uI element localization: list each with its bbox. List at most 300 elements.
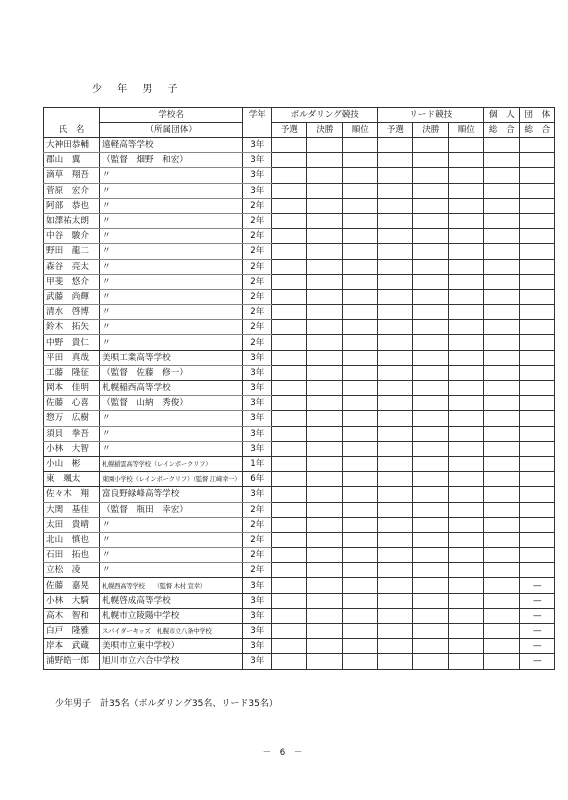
l-final-cell: [413, 335, 449, 350]
b-qual-cell: [272, 168, 307, 183]
l-final-cell: [413, 244, 449, 259]
b-qual-cell: [272, 411, 307, 426]
b-qual-cell: [272, 517, 307, 532]
grade: 2年: [243, 274, 272, 289]
results-table: [43, 107, 555, 670]
athlete-name: 中野 貴仁: [44, 335, 100, 350]
l-rank-cell: [449, 381, 484, 396]
l-qual-cell: [378, 138, 413, 153]
grade: 3年: [243, 624, 272, 639]
school-name: 旭川市立六合中学校: [100, 654, 243, 669]
table-row: [44, 593, 555, 608]
school-name: 〃: [100, 411, 243, 426]
team-total-cell: [520, 441, 555, 456]
b-final-cell: [307, 365, 343, 380]
b-rank-cell: [343, 335, 378, 350]
b-final-cell: [307, 426, 343, 441]
header-b-final: 決勝: [307, 123, 343, 138]
grade: 3年: [243, 396, 272, 411]
b-rank-cell: [343, 411, 378, 426]
school-name: （監督 瓶田 幸宏）: [100, 502, 243, 517]
l-rank-cell: [449, 289, 484, 304]
l-rank-cell: [449, 456, 484, 471]
l-rank-cell: [449, 472, 484, 487]
team-total-cell: [520, 563, 555, 578]
individual-total-cell: [484, 244, 520, 259]
school-name: スパイダーキッズ 札幌市立八条中学校: [100, 624, 243, 639]
school-name: 〃: [100, 563, 243, 578]
l-final-cell: [413, 274, 449, 289]
athlete-name: 立松 凌: [44, 563, 100, 578]
b-qual-cell: [272, 563, 307, 578]
table-row: [44, 396, 555, 411]
team-total-cell: [520, 305, 555, 320]
athlete-name: 滴草 翔吾: [44, 168, 100, 183]
b-rank-cell: [343, 563, 378, 578]
b-qual-cell: [272, 548, 307, 563]
l-final-cell: [413, 578, 449, 593]
l-rank-cell: [449, 532, 484, 547]
athlete-name: 浦野皓一郎: [44, 654, 100, 669]
b-rank-cell: [343, 168, 378, 183]
team-total-cell: [520, 183, 555, 198]
athlete-name: 武藤 尚輝: [44, 289, 100, 304]
b-rank-cell: [343, 198, 378, 213]
individual-total-cell: [484, 183, 520, 198]
team-total-cell: [520, 381, 555, 396]
b-rank-cell: [343, 608, 378, 623]
l-rank-cell: [449, 274, 484, 289]
athlete-name: 甲斐 悠介: [44, 274, 100, 289]
b-qual-cell: [272, 320, 307, 335]
l-final-cell: [413, 305, 449, 320]
grade: 1年: [243, 456, 272, 471]
b-rank-cell: [343, 456, 378, 471]
l-qual-cell: [378, 305, 413, 320]
b-final-cell: [307, 578, 343, 593]
school-name: （監督 佐藤 修一）: [100, 365, 243, 380]
l-final-cell: [413, 213, 449, 228]
athlete-name: 佐々木 翔: [44, 487, 100, 502]
athlete-name: 大関 基佳: [44, 502, 100, 517]
l-final-cell: [413, 396, 449, 411]
individual-total-cell: [484, 274, 520, 289]
individual-total-cell: [484, 517, 520, 532]
b-rank-cell: [343, 259, 378, 274]
individual-total-cell: [484, 487, 520, 502]
b-qual-cell: [272, 229, 307, 244]
individual-total-cell: [484, 472, 520, 487]
team-total-cell: [520, 274, 555, 289]
header-l-final: 決勝: [413, 123, 449, 138]
individual-total-cell: [484, 305, 520, 320]
athlete-name: 小山 彬: [44, 456, 100, 471]
school-name: 〃: [100, 274, 243, 289]
b-qual-cell: [272, 138, 307, 153]
athlete-name: 石田 拓也: [44, 548, 100, 563]
table-row: [44, 441, 555, 456]
table-row: [44, 335, 555, 350]
individual-total-cell: [484, 229, 520, 244]
team-total-cell: [520, 335, 555, 350]
b-rank-cell: [343, 320, 378, 335]
table-row: [44, 502, 555, 517]
athlete-name: 高木 智和: [44, 608, 100, 623]
b-qual-cell: [272, 593, 307, 608]
team-total-cell: [520, 198, 555, 213]
l-rank-cell: [449, 593, 484, 608]
grade: 3年: [243, 381, 272, 396]
individual-total-cell: [484, 608, 520, 623]
l-final-cell: [413, 608, 449, 623]
l-final-cell: [413, 426, 449, 441]
l-qual-cell: [378, 532, 413, 547]
table-row: [44, 259, 555, 274]
l-rank-cell: [449, 335, 484, 350]
individual-total-cell: [484, 259, 520, 274]
l-final-cell: [413, 183, 449, 198]
individual-total-cell: [484, 532, 520, 547]
individual-total-cell: [484, 456, 520, 471]
b-rank-cell: [343, 365, 378, 380]
l-qual-cell: [378, 563, 413, 578]
athlete-name: 佐藤 嘉晃: [44, 578, 100, 593]
b-final-cell: [307, 456, 343, 471]
l-rank-cell: [449, 608, 484, 623]
table-row: [44, 654, 555, 669]
l-qual-cell: [378, 320, 413, 335]
athlete-name: 平田 真哉: [44, 350, 100, 365]
grade: 2年: [243, 335, 272, 350]
b-qual-cell: [272, 274, 307, 289]
individual-total-cell: [484, 548, 520, 563]
l-rank-cell: [449, 426, 484, 441]
athlete-name: 阿部 恭也: [44, 198, 100, 213]
l-final-cell: [413, 532, 449, 547]
individual-total-cell: [484, 502, 520, 517]
table-row: [44, 350, 555, 365]
school-name: 富良野緑峰高等学校: [100, 487, 243, 502]
b-final-cell: [307, 259, 343, 274]
team-total-cell: —: [520, 639, 555, 654]
team-total-cell: [520, 548, 555, 563]
b-qual-cell: [272, 456, 307, 471]
b-rank-cell: [343, 213, 378, 228]
grade: 3年: [243, 578, 272, 593]
b-qual-cell: [272, 578, 307, 593]
l-final-cell: [413, 624, 449, 639]
l-final-cell: [413, 639, 449, 654]
b-qual-cell: [272, 259, 307, 274]
l-qual-cell: [378, 654, 413, 669]
l-rank-cell: [449, 213, 484, 228]
b-final-cell: [307, 153, 343, 168]
team-total-cell: —: [520, 624, 555, 639]
grade: 2年: [243, 517, 272, 532]
team-total-cell: [520, 168, 555, 183]
l-qual-cell: [378, 487, 413, 502]
table-row: [44, 198, 555, 213]
b-qual-cell: [272, 350, 307, 365]
table-row: [44, 411, 555, 426]
l-rank-cell: [449, 517, 484, 532]
team-total-cell: [520, 365, 555, 380]
school-name: 札幌啓成高等学校: [100, 593, 243, 608]
team-total-cell: [520, 411, 555, 426]
grade: 3年: [243, 365, 272, 380]
header-bouldering: ボルダリング競技: [272, 108, 378, 123]
b-qual-cell: [272, 532, 307, 547]
b-final-cell: [307, 502, 343, 517]
school-name: 札幌市立陵陽中学校: [100, 608, 243, 623]
l-final-cell: [413, 548, 449, 563]
grade: 2年: [243, 244, 272, 259]
grade: 2年: [243, 229, 272, 244]
b-qual-cell: [272, 381, 307, 396]
l-rank-cell: [449, 578, 484, 593]
l-rank-cell: [449, 624, 484, 639]
table-row: [44, 320, 555, 335]
table-row: [44, 289, 555, 304]
school-name: 〃: [100, 183, 243, 198]
table-row: [44, 426, 555, 441]
grade: 3年: [243, 426, 272, 441]
b-rank-cell: [343, 578, 378, 593]
team-total-cell: [520, 487, 555, 502]
team-total-cell: —: [520, 608, 555, 623]
b-final-cell: [307, 548, 343, 563]
l-qual-cell: [378, 517, 413, 532]
school-name: 〃: [100, 259, 243, 274]
b-rank-cell: [343, 548, 378, 563]
table-row: [44, 138, 555, 153]
l-final-cell: [413, 517, 449, 532]
header-school-sub: （所属団体）: [100, 123, 243, 138]
team-total-cell: [520, 396, 555, 411]
l-qual-cell: [378, 396, 413, 411]
l-qual-cell: [378, 502, 413, 517]
l-qual-cell: [378, 411, 413, 426]
b-qual-cell: [272, 624, 307, 639]
l-rank-cell: [449, 350, 484, 365]
l-final-cell: [413, 350, 449, 365]
athlete-name: 太田 貴晴: [44, 517, 100, 532]
header-name: 氏 名: [44, 108, 100, 138]
school-name: 〃: [100, 320, 243, 335]
l-qual-cell: [378, 472, 413, 487]
grade: 3年: [243, 168, 272, 183]
page-number: － 6 －: [262, 748, 306, 758]
school-name: 〃: [100, 289, 243, 304]
individual-total-cell: [484, 335, 520, 350]
individual-total-cell: [484, 381, 520, 396]
header-school: 学校名: [100, 108, 243, 123]
b-rank-cell: [343, 381, 378, 396]
grade: 2年: [243, 305, 272, 320]
b-rank-cell: [343, 426, 378, 441]
individual-total-cell: [484, 138, 520, 153]
individual-total-cell: [484, 396, 520, 411]
grade: 2年: [243, 502, 272, 517]
school-name: 札幌稲雲高等学校（レインボークリフ）: [100, 456, 243, 471]
l-final-cell: [413, 381, 449, 396]
b-qual-cell: [272, 502, 307, 517]
team-total-cell: [520, 229, 555, 244]
athlete-name: 小林 大騎: [44, 593, 100, 608]
l-rank-cell: [449, 320, 484, 335]
table-row: [44, 548, 555, 563]
table-row: [44, 229, 555, 244]
athlete-name: 工藤 隆征: [44, 365, 100, 380]
b-rank-cell: [343, 138, 378, 153]
athlete-name: 中谷 駿介: [44, 229, 100, 244]
school-name: 〃: [100, 244, 243, 259]
school-name: 東園小学校（レインボークリフ）（監督 江﨑幸一）: [100, 472, 243, 487]
team-total-cell: [520, 350, 555, 365]
team-total-cell: [520, 244, 555, 259]
b-qual-cell: [272, 153, 307, 168]
b-final-cell: [307, 138, 343, 153]
individual-total-cell: [484, 563, 520, 578]
b-rank-cell: [343, 153, 378, 168]
header-b-rank: 順位: [343, 123, 378, 138]
l-qual-cell: [378, 365, 413, 380]
b-final-cell: [307, 472, 343, 487]
l-rank-cell: [449, 654, 484, 669]
l-rank-cell: [449, 138, 484, 153]
school-name: 〃: [100, 335, 243, 350]
table-row: [44, 153, 555, 168]
results-body: [44, 138, 555, 670]
athlete-name: 白戸 隆雅: [44, 624, 100, 639]
l-qual-cell: [378, 229, 413, 244]
athlete-name: 郡山 翼: [44, 153, 100, 168]
l-qual-cell: [378, 259, 413, 274]
header-team-total: 総 合: [520, 123, 555, 138]
grade: 3年: [243, 487, 272, 502]
team-total-cell: [520, 456, 555, 471]
individual-total-cell: [484, 593, 520, 608]
grade: 3年: [243, 441, 272, 456]
school-name: 〃: [100, 305, 243, 320]
b-final-cell: [307, 593, 343, 608]
l-final-cell: [413, 502, 449, 517]
b-final-cell: [307, 183, 343, 198]
header-lead: リード競技: [378, 108, 484, 123]
table-row: [44, 365, 555, 380]
individual-total-cell: [484, 289, 520, 304]
header-l-rank: 順位: [449, 123, 484, 138]
school-name: （監督 畑野 和宏）: [100, 153, 243, 168]
b-final-cell: [307, 168, 343, 183]
b-final-cell: [307, 517, 343, 532]
b-final-cell: [307, 654, 343, 669]
individual-total-cell: [484, 411, 520, 426]
l-rank-cell: [449, 502, 484, 517]
l-qual-cell: [378, 578, 413, 593]
school-name: 〃: [100, 229, 243, 244]
b-final-cell: [307, 563, 343, 578]
b-final-cell: [307, 274, 343, 289]
team-total-cell: [520, 213, 555, 228]
team-total-cell: [520, 532, 555, 547]
l-final-cell: [413, 259, 449, 274]
l-final-cell: [413, 487, 449, 502]
l-rank-cell: [449, 259, 484, 274]
l-qual-cell: [378, 168, 413, 183]
school-name: 〃: [100, 441, 243, 456]
b-rank-cell: [343, 229, 378, 244]
school-name: 〃: [100, 213, 243, 228]
team-total-cell: [520, 426, 555, 441]
table-row: [44, 472, 555, 487]
b-qual-cell: [272, 441, 307, 456]
l-rank-cell: [449, 198, 484, 213]
b-final-cell: [307, 305, 343, 320]
b-qual-cell: [272, 244, 307, 259]
b-final-cell: [307, 198, 343, 213]
b-rank-cell: [343, 502, 378, 517]
table-row: [44, 183, 555, 198]
l-final-cell: [413, 654, 449, 669]
b-rank-cell: [343, 472, 378, 487]
b-final-cell: [307, 441, 343, 456]
athlete-name: 野田 龍二: [44, 244, 100, 259]
l-rank-cell: [449, 153, 484, 168]
table-row: [44, 563, 555, 578]
header-l-qual: 予選: [378, 123, 413, 138]
athlete-name: 鈴木 拓矢: [44, 320, 100, 335]
individual-total-cell: [484, 624, 520, 639]
team-total-cell: [520, 289, 555, 304]
grade: 2年: [243, 213, 272, 228]
table-row: [44, 244, 555, 259]
l-rank-cell: [449, 563, 484, 578]
table-row: [44, 639, 555, 654]
b-rank-cell: [343, 593, 378, 608]
l-qual-cell: [378, 335, 413, 350]
b-rank-cell: [343, 274, 378, 289]
b-final-cell: [307, 381, 343, 396]
school-name: 〃: [100, 548, 243, 563]
individual-total-cell: [484, 654, 520, 669]
individual-total-cell: [484, 153, 520, 168]
athlete-name: 佐藤 心喜: [44, 396, 100, 411]
grade: 2年: [243, 289, 272, 304]
athlete-name: 岸本 武蔵: [44, 639, 100, 654]
b-rank-cell: [343, 441, 378, 456]
l-final-cell: [413, 441, 449, 456]
b-final-cell: [307, 335, 343, 350]
b-qual-cell: [272, 608, 307, 623]
l-qual-cell: [378, 608, 413, 623]
table-row: [44, 305, 555, 320]
b-rank-cell: [343, 305, 378, 320]
grade: 2年: [243, 259, 272, 274]
b-rank-cell: [343, 350, 378, 365]
l-rank-cell: [449, 244, 484, 259]
athlete-name: 森谷 亮太: [44, 259, 100, 274]
athlete-name: 須貝 拳吾: [44, 426, 100, 441]
b-qual-cell: [272, 426, 307, 441]
grade: 3年: [243, 654, 272, 669]
l-qual-cell: [378, 381, 413, 396]
l-qual-cell: [378, 350, 413, 365]
b-qual-cell: [272, 198, 307, 213]
individual-total-cell: [484, 198, 520, 213]
b-qual-cell: [272, 305, 307, 320]
b-rank-cell: [343, 244, 378, 259]
